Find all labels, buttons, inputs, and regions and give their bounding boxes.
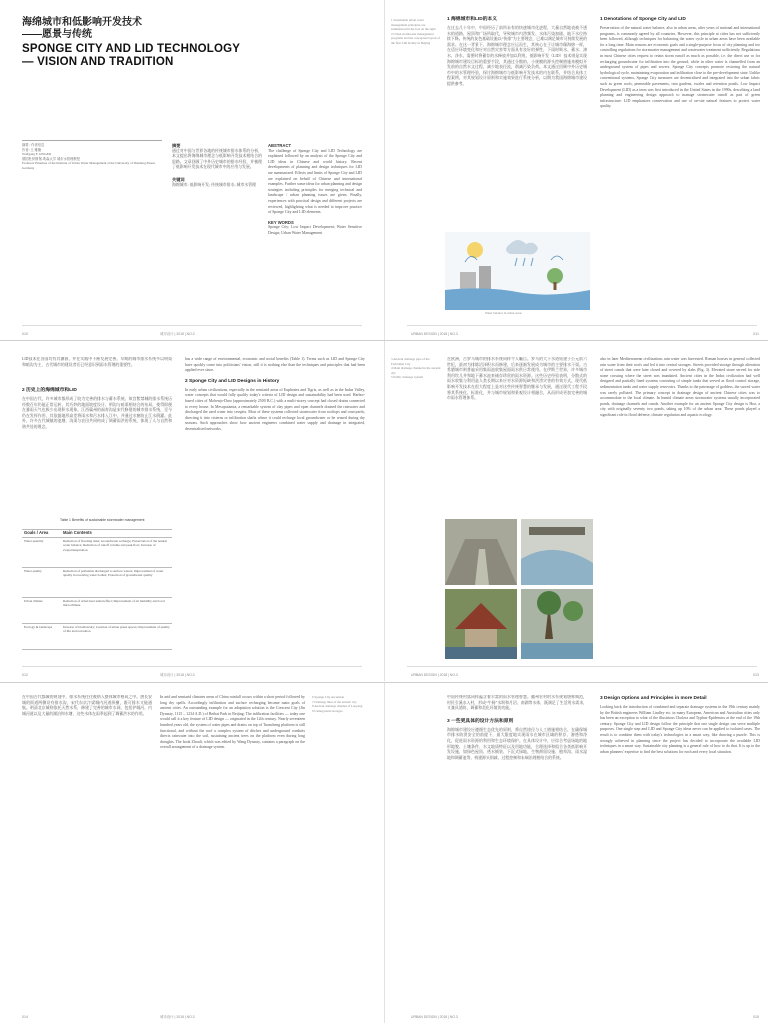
- cn-text-6: 海绵城市建设应遵循生态优先的原则，将自然途径与人工措施相结合，在确保城市排水防涝安全的前提下，最大限度地实现雨水在城市区域的积存、渗透和净化，促进雨水资源的利用和生态环境保护。在具体设计中，应综合考虑场地的地形地貌、土壤条件、水文地质特征以及用地功能，合理选择和组合各类低影响开发设施，如绿色屋顶、透水铺装、下沉式绿地、生物滞留设施、植草沟、雨水湿地和调蓄池等，构建源头削减、过程控制和末端治理相结合的系统。: [447, 727, 587, 760]
- keywords-cn-text: 海绵城市; 低影响开发; 传统城市排水; 城市水管理: [172, 182, 256, 187]
- cn-intro-2: [22, 357, 172, 381]
- table-cell-items: Reduction of flooding risks; Groundwater recharge; Preservation of the natural water balance; Reduction of runoff volume and peak flow; Increase of evapotranspiration: [61, 537, 172, 567]
- figure-caption-water-balance: Water balance in urban areas: [485, 311, 522, 315]
- en-column-1: [600, 16, 760, 316]
- historic-photos: [445, 519, 593, 659]
- table-header-item: Main Contents: [61, 530, 172, 538]
- spread-3: [0, 683, 768, 1023]
- en-text-4: In arid and semiarid climates areas of China rainfall occurs within a short period followed by long dry spells. Accordingly infiltration and surface recharging became main goals of ancient cities. An outstanding example for an adaptation solution is the Crescent City (Jin Dynasty, 1115 – 1234 A.D.) of Beihai Park in Beijing. The infiltration facilities — today one would call it a key feature of LID design — originated in the 12th century. Nearly seventeen hundred years old, the system of water pipes and drains on top of Tuancheng platform is still functional, and without the roof a complex system of ditches and underground conduits directs rainwater into the soil, sustaining ancient trees on the platform even during long droughts. The book Zhouli, which was edited by Wang Dynasty, contains a paragraph on the overall arrangement of a drainage system.: [160, 695, 305, 750]
- table-cell-items: Reduction of pollutants discharged to surface waters; Improvement of water quality in receiving water bodies; Protection of groundwater quality: [61, 567, 172, 597]
- cn-column-2: [22, 387, 172, 512]
- en-column-5: [600, 695, 760, 1015]
- table-cell-items: Reduction of urban heat island effect; Improvement of air humidity and local microclimate: [61, 597, 172, 623]
- water-balance-diagram: [445, 232, 590, 310]
- cn-column-1: [447, 16, 587, 231]
- footer-rule-left-1: [22, 325, 362, 326]
- page-number-015: 015: [753, 1015, 759, 1019]
- page-number-012: 012: [22, 673, 28, 677]
- title-rule: [22, 140, 162, 141]
- table-header-cat: Goals / Area: [22, 530, 61, 538]
- table-row: [22, 567, 172, 597]
- table-row: [22, 597, 172, 623]
- en-text-2a: has a wide range of environmental, economic and social benefits (Table 1). Terms such as LID and Sponge City have quickly come into politicians' vision, still it is nothing else than the techniques and principles that had been applied ever since.: [185, 357, 365, 373]
- section-3-heading-cn: 3 一些更具体的设计方法和原则: [447, 718, 514, 724]
- author-info: 摘要 / 作者信息 作者: 王 雅楠 Wolfgang F. GEIGER 德国杜伊斯堡-埃森大学 城市水管理教授 Professor Emeritus of the Institute of Urban Water Management at the University of Duisburg-Essen, Germany: [22, 143, 156, 170]
- footer-right-3: URBAN DESIGN | 2018 | NO.3: [411, 1015, 458, 1019]
- article-title-cn: 海绵城市和低影响开发技术 ——愿景与传统: [22, 17, 142, 40]
- en-text-2b: In early urban civilizations, especially in the semiarid areas of Euphrates and Tigris, as well as in the Indus Valley, water concepts that would fully qualify today's criteria of LID design and sustainability had been used. Harbor-based cities of Mohenjo-Daro (approximately 2500 B.C.) with a multi-storey concept had closed drains connected to every house. In Mesopotamia, a remarkable system of clay pipes and open channels drained the rainwater and discharged the used water into cesspits. Most of these systems collected stormwater from rooftops and courtyards, directing it into cisterns or infiltration shafts where it could recharge local groundwater or be reused during dry seasons. Such approaches show how ancient engineers combined water supply and drainage in integrated, decentralised networks.: [185, 387, 365, 431]
- sidenote-1: 1 Sustainable urban water management principles are summarized in the box on the right 2 Urban stormwater management programs and the conceptual layout of the first LID facility in Beijing: [391, 18, 440, 45]
- page-left-2: [0, 341, 384, 681]
- page-right-3: [384, 683, 768, 1023]
- abstract-cn: [172, 143, 262, 253]
- table-cell-items: Increase of biodiversity; Creation of urban green spaces; Improvement of quality of life and recreation: [61, 623, 172, 649]
- cn-column-4: [22, 695, 152, 945]
- footer-rule-right-2: [407, 666, 757, 667]
- water-balance-figure: [445, 232, 590, 310]
- cn-text-3: 在欧洲，古罗马城市的排水系统同样令人瞩目。罗马的大下水道始建于公元前六世纪，最初为排除沼泽积水而修建，后来逐渐发展成为城市的主要排水干渠。古希腊城市则普遍采用集雨池收集屋面雨水供日常使用。在伊斯兰世界，许多城市利用坎儿井和地下蓄水池来储存珍贵的雨水资源。这些历史经验表明，分散式的雨水收集与利用是人类长期以来应对水资源短缺和洪涝灾害的有效方式。现代低影响开发技术在很大程度上是对这些传统智慧的继承与发展，通过现代工程手段将其系统化、标准化，并与城市规划和景观设计相融合，从而形成更加完善的城市雨水管理体系。: [447, 357, 587, 401]
- page-number-014: 014: [22, 1015, 28, 1019]
- page-left-1: [0, 0, 384, 340]
- abstract-cn-text: 通过对中国与世界各地的传统城市排水体系的分析，本文提出将海绵城市理念与低影响开发技术相结合的思路。文章回顾了中外历史城市的排水经验，并梳理了低影响开发技术在现代城市中的应用与发展。: [172, 148, 262, 170]
- building-icon-2: [479, 266, 491, 290]
- table-row: [22, 623, 172, 649]
- cn-text-4: 在中国古代都城的规划中，排水系统往往被纳入整体城市格局之中。唐长安城的街道两侧设有排水沟，宋代东京汴梁城内河道纵横，既可排水又能通航。明清北京城则依托天然水系，修建了完善的城市水网，包括护城河、内城河道以及大量的湖泊和水塘，这些水体在雨季起到了调蓄洪水的作用。: [22, 695, 152, 716]
- cn-column-5: [447, 695, 587, 1015]
- cn-column-3: [447, 357, 587, 507]
- table-cell-cat: Urban climate: [22, 597, 61, 623]
- footer-left-2: 城市设计 | 2018 | NO.3: [160, 673, 195, 677]
- table-1-caption: Table 1 Benefits of sustainable stormwater management: [60, 518, 145, 522]
- page-number-010: 010: [22, 332, 28, 336]
- section-1-heading-cn: 1 海绵城市和LID的本义: [447, 17, 498, 22]
- page-number-013: 013: [753, 673, 759, 677]
- en-column-3: [600, 357, 760, 657]
- abstract-en-heading: ABSTRACT: [268, 143, 292, 148]
- spread-2: [0, 341, 768, 681]
- table-row: [22, 537, 172, 567]
- table-cell-cat: Ecology & landscape: [22, 623, 61, 649]
- page-right-1: [384, 0, 768, 340]
- section-3-heading-en: 3 Design Options and Principles in more Detail: [600, 696, 707, 701]
- cn-text-2: 在中国古代，许多城市都形成了较为完善的排水与蓄水系统。故宫紫禁城的排水系统历经数百年仍能正常运转，其巧妙的地面坡度设计、明沟与暗渠相结合的布局，使得即便在暴雨天气也极少出现积水现象。江西赣州的福寿沟是宋代修建的城市排水系统，至今仍在发挥作用，其依据地形高差将雨水和污水排入江中，并通过水窗防止江水倒灌。此外，许多古代城镇的池塘、沟渠与农田共同构成了调蓄雨洪的系统，体现了人与自然和谐共处的理念。: [22, 397, 172, 429]
- sidenote-3: 6 Sponge City Ascension 7 Drainage lines of the ancient city 8 Ancient drainage channel of Luoyang 9 Underground storages: [312, 695, 363, 713]
- keywords-en-text: Sponge City; Low Impact Development; Water Sensitive Design; Urban Water Management: [268, 225, 362, 235]
- section-2-heading-en: 2 Sponge City and LID Designs in History: [185, 378, 280, 384]
- footer-rule-right-1: [407, 325, 757, 326]
- footer-left-3: 城市设计 | 2018 | NO.3: [160, 1015, 195, 1019]
- table-cell-cat: Water quantity: [22, 537, 61, 567]
- section-2-heading-cn: 2 历史上的海绵城市和LID: [22, 388, 77, 393]
- en-column-2a: [185, 357, 365, 657]
- article-title-en: SPONGE CITY AND LID TECHNOLOGY — VISION AND TRADITION: [22, 43, 241, 68]
- keywords-cn-heading: 关键词: [172, 176, 185, 182]
- en-text-5: Looking back the introduction of combined and separate drainage systems in the 19th century mainly by the British engineers William Lindley etc. in many European, American and Australian cities only has been an exception to what of the illustrious Cholera and Typhus-Epidemics at the end of the 19th century. Sponge City and LID design follow the principle that one single design can serve multiple purposes. One single step and LID and Sponge City ideas never can be applied to isolated cases. The result is to combine them with today's technologies in a smart way, like drawing a puzzle. This is strongly achieved in planning since the project has decided to incorporate the available LID techniques in a smart way. Sustainable city planning is a general rule of how to do that. It is up to the urban planners' expertise to find the best solutions for each and every local situation.: [600, 705, 760, 754]
- cn-text-1: 在过去几十年中，中国经历了前所未有的快速城市化进程，大量自然地表被不透水的道路、屋顶和广场所取代，导致城市内涝频发、水体污染加剧、地下水位持续下降。传统的灰色基础设施以“快排”为主要理念，已难以满足城市可持续发展的需求。在这一背景下，海绵城市理念应运而生，其核心在于让城市像海绵一样，在适应环境变化和应对自然灾害等方面具有良好的弹性，下雨时吸水、蓄水、渗水、净水，需要时将蓄存的水释放并加以利用。低影响开发（LID）技术则是实现海绵城市建设目标的重要手段，其通过分散的、小规模的源头控制措施来模拟开发前的自然水文过程，减少地表径流，削减污染负荷。本文通过回顾中外历史城市中的水管理经验，探讨海绵城市与低影响开发技术的内在联系，并结合具体工程案例，对其规划设计原则和实施效果进行系统分析，以期为我国海绵城市建设提供参考。: [447, 26, 587, 86]
- abstract-en-text: The challenge of Sponge City and LID Technology are explained followed by an analysis of the Sponge City and LID ideas in Chinese and world history. Recent developments of planning and design techniques for LID are summarized. Effects and limits of Sponge City and LID are explained on behalf of Chinese and international examples. Further some ideas for urban planning and design strategies including principles for merging technical and landscape / urban planning issues are given. Finally, experiences with practical design and different projects are reviewed, highlighting what is needed to improve practice of Sponge City and LID elements.: [268, 148, 362, 215]
- benefits-table: [22, 529, 172, 650]
- en-column-4: [160, 695, 305, 1015]
- sun-icon: [467, 242, 483, 258]
- building-icon: [460, 272, 476, 290]
- footer-rule-left-2: [22, 666, 362, 667]
- en-text-1: Preservation of the natural water balance, also in urban areas, after years of national and international programs, is commonly agreed by all countries. However, this principle at cities has not sufficiently been followed, although techniques for balancing the water cycle in urban areas have been available for a long time. Main reasons are economic goals and a single-purpose focus of city planning and too controlling regulations for stormwater management and wastewater treatment sufficiently. Regulations in most Chinese cities request to retain storm runoff as much as possible, i.e. the direct use or for recharging groundwater for infiltration into the ground, while in other water is channelled from an underground system of pipes and sewers. Sponge City concepts promote restoring the natural hydrological cycle, maintaining evaporation and infiltration close to the pre-development state. Unlike conventional systems, Sponge City measures are decentralised and integrated into the urban fabric such as green roofs, permeable pavements, rain gardens, swales and retention ponds. Low Impact Development (LID) as a term was first introduced in the United States in the 1990s, describing a land planning and engineering design approach to manage stormwater runoff as part of green infrastructure. LID emphasizes conservation and use of on-site natural features to protect water quality.: [600, 26, 760, 109]
- photo-grid: [445, 519, 593, 659]
- section-1-heading-en: 1 Denotations of Sponge City and LID: [600, 17, 686, 22]
- cn-text-5: 中国传统村落同样蕴含着丰富的雨水管理智慧。徽州宏村的水系规划堪称典范，村民引溪水入村，形成“牛肠”水圳和月沼、南湖等水体，既满足了生活用水需求，又兼具消防、调蓄和美化环境的功能。: [447, 695, 587, 711]
- footer-right-2: URBAN DESIGN | 2018 | NO.3: [411, 673, 458, 677]
- tree-icon: [547, 268, 563, 284]
- spread-1: [0, 0, 768, 340]
- page-number-011: 011: [753, 332, 759, 336]
- abstract-cn-heading: 摘要: [172, 143, 181, 148]
- footer-right-1: URBAN DESIGN | 2018 | NO.3: [411, 332, 458, 336]
- cn-intro-text: LID技术在各国均有其渊源，并在实践中不断发展完善。早期的城市排水系统多以明渠和暗沟为主，古代城市的建设者们已经意识到雨水管理的重要性。: [22, 357, 172, 367]
- keywords-en-heading: KEY WORDS: [268, 219, 294, 225]
- abstract-en: [268, 143, 362, 273]
- page-left-3: [0, 683, 384, 1023]
- table-cell-cat: Water quality: [22, 567, 61, 597]
- page-right-2: [384, 341, 768, 681]
- table-header-row: [22, 530, 172, 538]
- sidenote-2: 3 Ancient drainage pipe of the Forbidden City 4 Main drainage channel in the ancient city 5 Public drainage system: [391, 357, 441, 380]
- en-text-3: also in later Mediterranean civilizations rain water was harvested. Roman houses in general collected rain water from their roofs and led it into central storages. Streets provided storage through alteration of street canals that were later closed and covered by slabs (Fig. 3). Elevated stone served for side stone crossing where the street was inundated. Ancient cities in the Indus civilization had well designed and partially lined systems consisting of simple tanks that served as flood control storage, sedimentation tanks and water supply reservoirs. Thanks to the patronage of goddess, the sacred water was rarely polluted. The primary concept in drainage design of ancient Chinese cities was to accommodate to the local climate. In humid climate areas stormwater systems usually incorporated ponds, drainage channels and canals. Another example for an ancient Sponge City design is Hoa, a city with originally seventy two ponds, taking up 10% of the urban area. These ponds played a significant role in flood defense, climate regulation and aquatic ecology.: [600, 357, 760, 417]
- footer-left-1: 城市设计 | 2018 | NO.3: [160, 332, 195, 336]
